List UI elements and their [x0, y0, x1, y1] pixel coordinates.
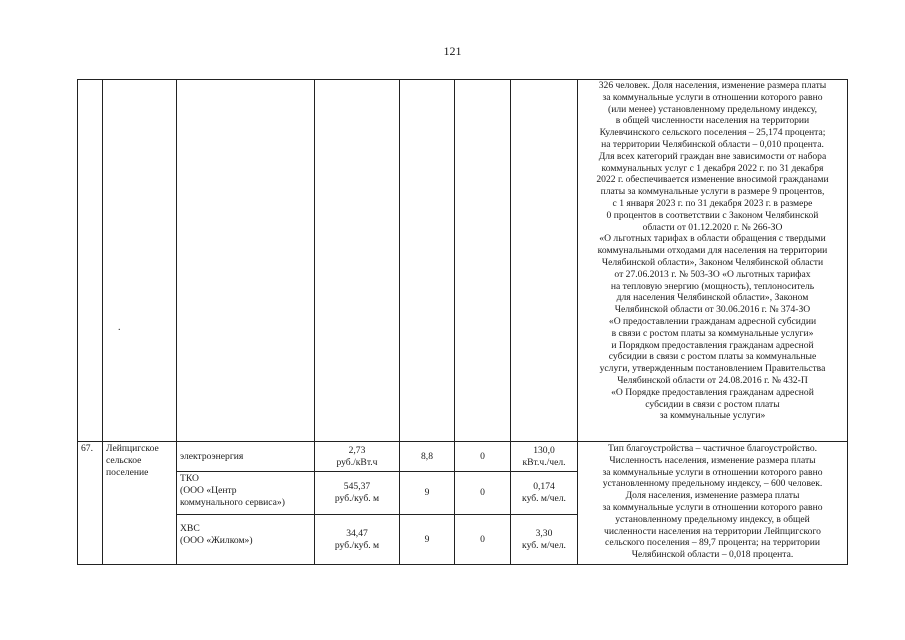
text-line: для населения Челябинской области», Законом [616, 292, 809, 304]
volume-unit: куб. м/чел. [522, 539, 566, 551]
cell-tariff-empty [315, 80, 400, 442]
text-line: Численность населения, изменение размера платы [609, 454, 816, 466]
settlement-name [103, 442, 177, 565]
service-name [177, 442, 315, 472]
text-line: услуги, утвержденным постановлением Правительства [599, 363, 826, 375]
text-line: 326 человек. Доля населения, изменение размера платы [598, 80, 827, 91]
text-line: коммунальными отходами для населения на территории [597, 245, 828, 257]
text-line: Кулевчинского сельского поселения – 25,174 процента; [599, 127, 826, 139]
volume-amount: 3,30 [535, 527, 553, 539]
text-line: установленному предельному индексу, – 600 человек. [602, 478, 823, 490]
text-line: 0 процентов в соответствии с Законом Челябинской [606, 209, 819, 221]
text-line: (или менее) установленному предельному индексу, [608, 103, 817, 115]
text-line: «О Порядке предоставления гражданам адресной [611, 386, 814, 398]
continuation-row [78, 80, 848, 442]
service-line: (ООО «Жилком») [180, 534, 253, 546]
text-line: «О предоставлении гражданам адресной субсидии [608, 315, 817, 327]
text-line: Челябинской области», Законом Челябинской области [601, 256, 824, 268]
settlement-line: Лейпцигское [106, 443, 159, 454]
index-value: 8,8 [400, 442, 455, 472]
service-line: (ООО «Центр [180, 484, 237, 496]
text-line: на территории Челябинской области – 0,010 процента. [601, 138, 824, 150]
settlement-line: поселение [106, 466, 149, 478]
text-line: Челябинской области от 30.06.2016 г. № 374-ЗО [614, 304, 811, 316]
volume-value [511, 472, 578, 515]
cell-number-empty [78, 80, 103, 442]
index-value: 9 [400, 472, 455, 515]
service-line: ТКО [180, 473, 199, 484]
row-number-text: 67. [81, 443, 93, 454]
tariff-amount: 545,37 [343, 481, 371, 493]
text-line: и Порядком предоставления гражданам адресной [611, 339, 814, 351]
text-line: Для всех категорий граждан вне зависимости от набора [598, 150, 827, 162]
volume-value [511, 515, 578, 565]
tariff-table [77, 79, 848, 565]
text-line: субсидии в связи с ростом платы за коммунальные [608, 351, 817, 363]
cell-volume-empty [511, 80, 578, 442]
text-line: в связи с ростом платы за коммунальные услуги» [611, 327, 814, 339]
text-line: 2022 г. обеспечивается изменение вносимой гражданами [596, 174, 829, 186]
text-line: сельского поселения – 89,7 процента; на территории [604, 537, 820, 549]
text-line: установленному предельному индексу, в общей [615, 513, 810, 525]
cell-settlement-empty [103, 80, 177, 442]
service-line: электроэнергия [180, 450, 244, 462]
text-line: за коммунальные услуги в отношении которого равно [602, 501, 823, 513]
settlement-notes [578, 442, 848, 565]
service-line: ХВС [180, 523, 200, 534]
row-number [78, 442, 103, 565]
change-value: 0 [455, 515, 511, 565]
change-value: 0 [455, 442, 511, 472]
text-line: субсидии в связи с ростом платы [645, 398, 780, 410]
table-row-67-electricity [78, 442, 848, 472]
stray-mark: . [118, 322, 121, 333]
settlement-line: сельское [106, 454, 142, 466]
text-line: Челябинской области от 24.08.2016 г. № 432-П [617, 374, 808, 386]
text-line: коммунальных услуг с 1 декабря 2022 г. по 31 декабря [601, 162, 824, 174]
text-line: Тип благоустройства – частичное благоустройство. [607, 443, 818, 454]
text-line: «О льготных тарифах в области обращения с твердыми [599, 233, 826, 245]
tariff-amount: 2,73 [348, 444, 366, 456]
text-line: численности населения на территории Лейпцигского [604, 525, 821, 537]
service-name [177, 472, 315, 515]
tariff-value [315, 515, 400, 565]
volume-unit: кВт.ч./чел. [522, 456, 566, 468]
text-line: за коммунальные услуги» [659, 410, 766, 422]
text-line: от 27.06.2013 г. № 503-ЗО «О льготных тарифах [614, 268, 811, 280]
volume-amount: 130,0 [533, 444, 555, 456]
text-line: платы за коммунальные услуги в размере 9 процентов, [600, 186, 825, 198]
tariff-unit: руб./кВт.ч [336, 456, 378, 468]
service-line: коммунального сервиса») [180, 496, 285, 508]
tariff-unit: руб./куб. м [334, 493, 380, 504]
service-name [177, 515, 315, 565]
volume-unit: куб. м/чел. [522, 493, 566, 504]
text-line: области от 01.12.2020 г. № 266-ЗО [642, 221, 783, 233]
page-number: 121 [443, 44, 462, 58]
continuation-notes [578, 80, 848, 442]
volume-value [511, 442, 578, 472]
text-line: Доля населения, изменение размера платы [625, 490, 800, 502]
text-line: за коммунальные услуги в отношении которого равно [602, 466, 823, 478]
tariff-amount: 34,47 [346, 527, 368, 539]
tariff-value [315, 472, 400, 515]
text-line: Челябинской области – 0,018 процента. [631, 549, 794, 561]
index-value: 9 [400, 515, 455, 565]
volume-amount: 0,174 [533, 481, 555, 493]
cell-index-empty [400, 80, 455, 442]
text-line: в общей численности населения на территории [615, 115, 810, 127]
tariff-unit: руб./куб. м [334, 539, 380, 551]
change-value: 0 [455, 472, 511, 515]
cell-service-empty [177, 80, 315, 442]
tariff-value [315, 442, 400, 472]
text-line: на тепловую энергию (мощность), теплоноситель [610, 280, 815, 292]
text-line: за коммунальные услуги в отношении которого равно [602, 91, 823, 103]
cell-change-empty [455, 80, 511, 442]
text-line: с 1 января 2023 г. по 31 декабря 2023 г. в размере [612, 197, 813, 209]
